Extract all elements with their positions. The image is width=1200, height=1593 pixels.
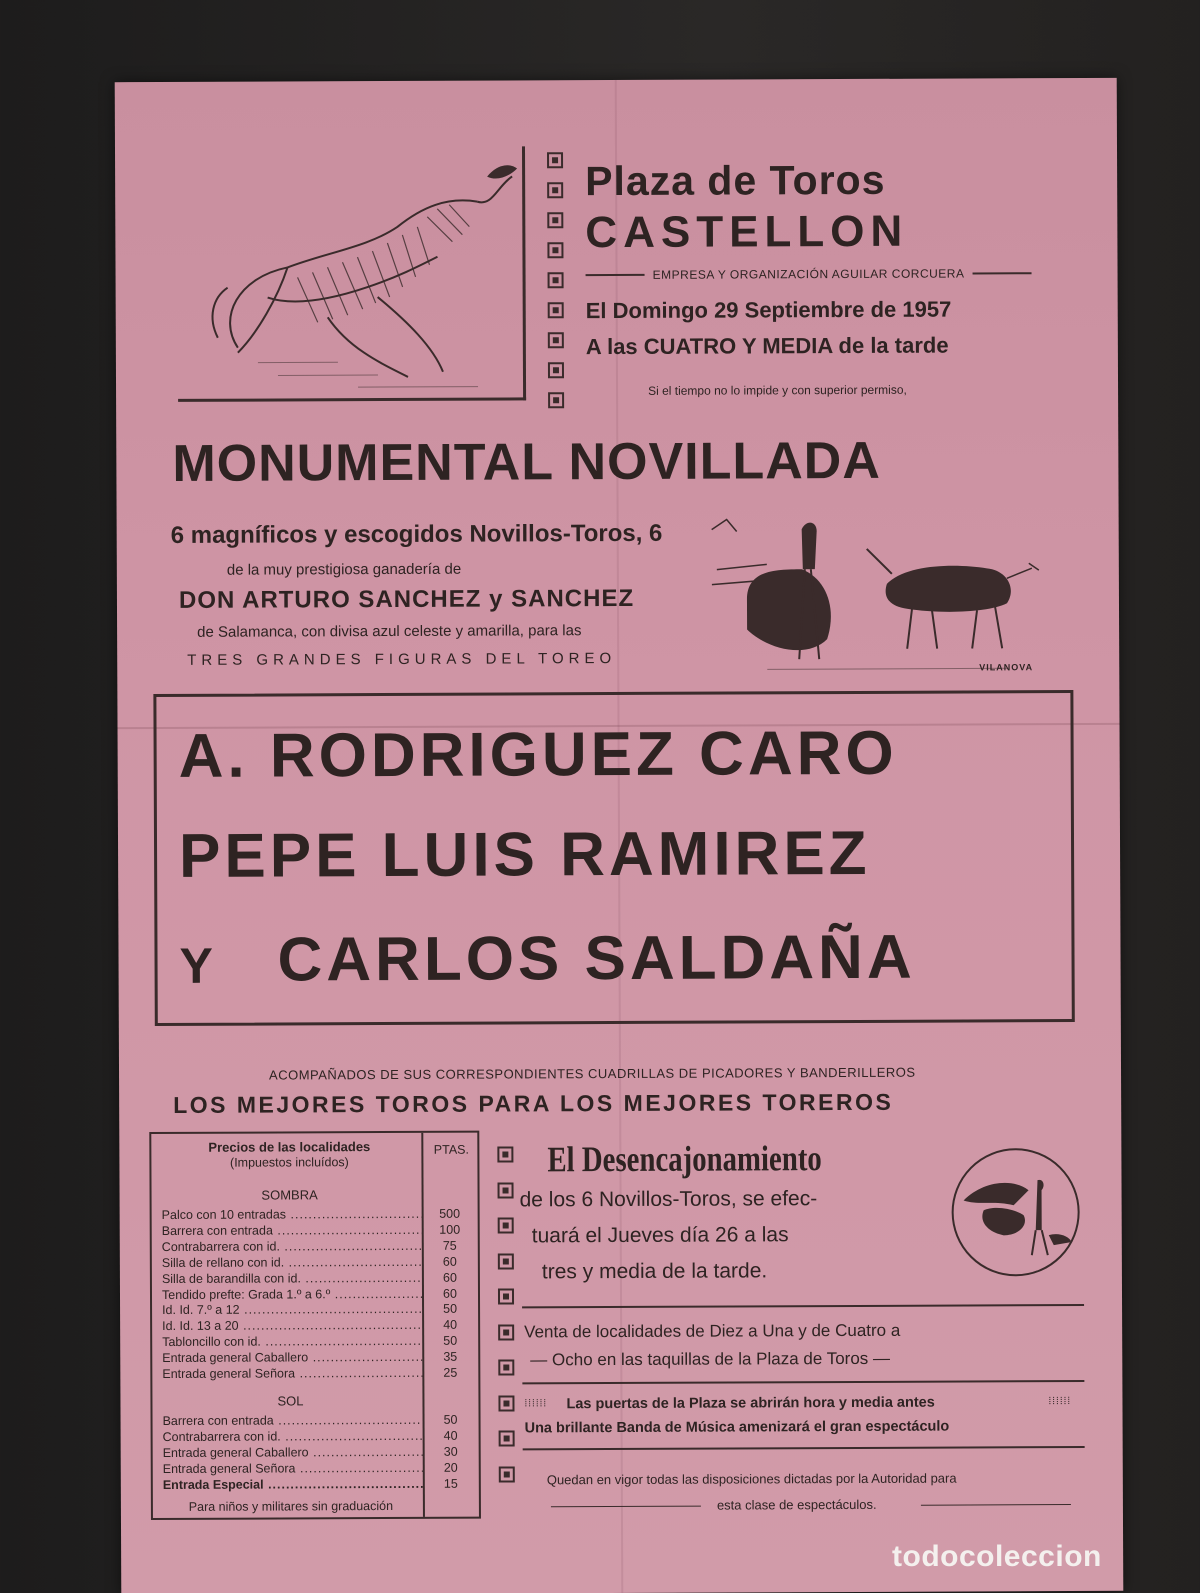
sol-header: SOL bbox=[277, 1393, 304, 1409]
price-value: 50 bbox=[443, 1412, 458, 1427]
price-value: 500 bbox=[439, 1206, 461, 1221]
bulls-line: 6 magníficos y escogidos Novillos-Toros, 6 bbox=[170, 519, 663, 549]
plaza-title: Plaza de Toros bbox=[585, 156, 886, 205]
empresa-line bbox=[586, 266, 1032, 282]
venta-line-1: Venta de localidades de Diez a Una y de Cuatro a bbox=[524, 1320, 901, 1342]
divider bbox=[523, 1446, 1085, 1450]
bull-illustration-frame bbox=[177, 146, 526, 402]
price-label: Contrabarrera con id. ..... bbox=[163, 1429, 423, 1445]
price-row bbox=[162, 1223, 478, 1239]
watermark-text: todocoleccion bbox=[892, 1540, 1102, 1573]
price-label: Silla de barandilla con id. ..... bbox=[162, 1270, 422, 1286]
square-bullet-icon bbox=[499, 1430, 515, 1446]
price-value: 60 bbox=[442, 1270, 457, 1285]
torero-cape-icon bbox=[953, 1150, 1078, 1275]
price-label: Barrera con entrada ..... bbox=[162, 1223, 422, 1239]
price-value: 75 bbox=[442, 1238, 457, 1253]
price-row bbox=[162, 1286, 478, 1302]
bullfight-poster bbox=[115, 78, 1124, 1593]
divider bbox=[522, 1304, 1084, 1308]
empresa-text: EMPRESA Y ORGANIZACIÓN AGUILAR CORCUERA bbox=[652, 266, 965, 282]
divider bbox=[522, 1380, 1084, 1384]
square-bullet-icon bbox=[498, 1324, 514, 1340]
square-bullet-icon bbox=[497, 1146, 513, 1162]
banda-notice: Una brillante Banda de Música amenizará el gran espectáculo bbox=[524, 1418, 950, 1437]
torero-2: PEPE LUIS RAMIREZ bbox=[178, 818, 871, 891]
square-bullet-icon bbox=[548, 332, 564, 348]
price-value: 40 bbox=[443, 1318, 458, 1333]
square-bullet-icon bbox=[548, 362, 564, 378]
square-bullet-icon bbox=[548, 272, 564, 288]
price-label: Tendido prefte: Grada 1.º a 6.º ..... bbox=[162, 1286, 422, 1302]
price-label: Entrada general Señora ..... bbox=[163, 1461, 423, 1477]
price-row bbox=[162, 1350, 478, 1366]
price-row bbox=[163, 1460, 479, 1476]
square-bullet-icon bbox=[498, 1182, 514, 1198]
price-value: 50 bbox=[443, 1302, 458, 1317]
price-table-title: Precios de las localidades bbox=[208, 1139, 371, 1155]
price-row bbox=[162, 1270, 478, 1286]
price-row bbox=[162, 1254, 478, 1270]
square-bullet-icon bbox=[548, 302, 564, 318]
square-bullet-icon bbox=[498, 1253, 514, 1269]
desencajonamiento-title: El Desencajonamiento bbox=[547, 1138, 822, 1180]
sombra-header: SOMBRA bbox=[261, 1187, 318, 1203]
dotted-ornament: ⁞⁞⁞⁞⁞⁞ bbox=[524, 1398, 548, 1410]
price-label: Id. Id. 13 a 20 ..... bbox=[162, 1318, 422, 1334]
price-row bbox=[162, 1238, 478, 1254]
price-label: Tabloncillo con id. ..... bbox=[162, 1334, 422, 1350]
price-label: Entrada general Caballero ..... bbox=[163, 1445, 423, 1461]
divider bbox=[921, 1504, 1071, 1506]
price-row bbox=[162, 1366, 478, 1382]
event-date: El Domingo 29 Septiembre de 1957 bbox=[585, 296, 952, 324]
price-label: Entrada general Señora ..... bbox=[162, 1366, 422, 1382]
toreros-box bbox=[153, 690, 1074, 1026]
city-title: CASTELLON bbox=[585, 206, 909, 258]
header-bullets bbox=[547, 152, 564, 422]
square-bullet-icon bbox=[547, 152, 563, 168]
info-bullets bbox=[497, 1146, 515, 1501]
price-label: Silla de rellano con id. ..... bbox=[162, 1255, 422, 1271]
desencajonamiento-line-1: de los 6 Novillos-Toros, se efec- bbox=[519, 1187, 818, 1212]
price-value: 60 bbox=[442, 1254, 457, 1269]
permiso-note: Si el tiempo no lo impide y con superior permiso, bbox=[648, 382, 907, 398]
price-label: Entrada Especial ..... bbox=[163, 1476, 423, 1492]
square-bullet-icon bbox=[548, 392, 564, 408]
event-time: A las CUATRO Y MEDIA de la tarde bbox=[585, 332, 949, 360]
price-row bbox=[163, 1444, 479, 1460]
origin-line: de Salamanca, con divisa azul celeste y amarilla, para las bbox=[197, 622, 582, 641]
square-bullet-icon bbox=[547, 182, 563, 198]
price-label: Palco con 10 entradas ..... bbox=[162, 1207, 422, 1223]
price-row bbox=[163, 1476, 479, 1492]
torero-3-prefix: Y bbox=[179, 937, 218, 994]
price-table-subtitle: (Impuestos incluídos) bbox=[229, 1155, 349, 1170]
torero-1: A. RODRIGUEZ CARO bbox=[178, 718, 898, 791]
vigor-notice-1: Quedan en vigor todas las disposiciones dictadas por la Autoridad para bbox=[546, 1470, 957, 1488]
price-note: Para niños y militares sin graduación bbox=[188, 1498, 394, 1514]
ganadero-name: DON ARTURO SANCHEZ y SANCHEZ bbox=[178, 584, 635, 614]
price-value: 30 bbox=[443, 1444, 458, 1459]
desencajonamiento-line-2: tuará el Jueves día 26 a las bbox=[531, 1223, 789, 1248]
divider bbox=[551, 1506, 701, 1508]
price-row bbox=[163, 1429, 479, 1445]
acompanados-line: ACOMPAÑADOS DE SUS CORRESPONDIENTES CUADRILLAS DE PICADORES Y BANDERILLEROS bbox=[269, 1064, 916, 1083]
price-row bbox=[162, 1334, 478, 1350]
price-value: 100 bbox=[439, 1222, 461, 1237]
price-table bbox=[149, 1131, 481, 1520]
dotted-ornament: ⁞⁞⁞⁞⁞⁞ bbox=[1048, 1396, 1072, 1408]
price-value: 35 bbox=[443, 1349, 458, 1364]
price-row bbox=[163, 1413, 479, 1429]
square-bullet-icon bbox=[498, 1217, 514, 1233]
price-value: 60 bbox=[443, 1286, 457, 1301]
price-value: 15 bbox=[443, 1476, 458, 1491]
price-value: 50 bbox=[443, 1333, 458, 1348]
price-label: Contrabarrera con id. ..... bbox=[162, 1239, 422, 1255]
square-bullet-icon bbox=[499, 1466, 515, 1482]
price-value: 40 bbox=[443, 1428, 458, 1443]
price-label: Barrera con entrada ..... bbox=[163, 1413, 423, 1429]
square-bullet-icon bbox=[498, 1359, 514, 1375]
torero-vignette bbox=[951, 1148, 1080, 1277]
price-column-header: PTAS. bbox=[433, 1142, 469, 1157]
price-value: 25 bbox=[443, 1365, 458, 1380]
price-row bbox=[162, 1302, 478, 1318]
artist-signature: VILANOVA bbox=[979, 662, 1034, 673]
torero-3: CARLOS SALDAÑA bbox=[277, 922, 916, 995]
price-value: 20 bbox=[443, 1460, 458, 1475]
square-bullet-icon bbox=[498, 1288, 514, 1304]
square-bullet-icon bbox=[547, 242, 563, 258]
price-row bbox=[162, 1318, 478, 1334]
vigor-notice-2: esta clase de espectáculos. bbox=[716, 1496, 877, 1513]
ganaderia-intro: de la muy prestigiosa ganadería de bbox=[226, 560, 462, 579]
event-title: MONUMENTAL NOVILLADA bbox=[172, 431, 881, 493]
price-row bbox=[162, 1207, 478, 1223]
square-bullet-icon bbox=[498, 1395, 514, 1411]
price-label: Id. Id. 7.º a 12 ..... bbox=[162, 1302, 422, 1318]
watermark-logo bbox=[892, 1540, 1102, 1574]
puertas-notice: Las puertas de la Plaza se abrirán hora y media antes bbox=[566, 1394, 935, 1413]
charging-bull-icon bbox=[177, 146, 523, 398]
mejores-line: LOS MEJORES TOROS PARA LOS MEJORES TOREROS bbox=[173, 1088, 894, 1118]
venta-line-2: — Ocho en las taquillas de la Plaza de Toros — bbox=[530, 1348, 891, 1370]
price-label: Entrada general Caballero ..... bbox=[162, 1350, 422, 1366]
torero-illustration bbox=[707, 508, 1048, 689]
square-bullet-icon bbox=[547, 212, 563, 228]
figuras-line: TRES GRANDES FIGURAS DEL TOREO bbox=[187, 650, 617, 669]
desencajonamiento-line-3: tres y media de la tarde. bbox=[541, 1259, 768, 1284]
